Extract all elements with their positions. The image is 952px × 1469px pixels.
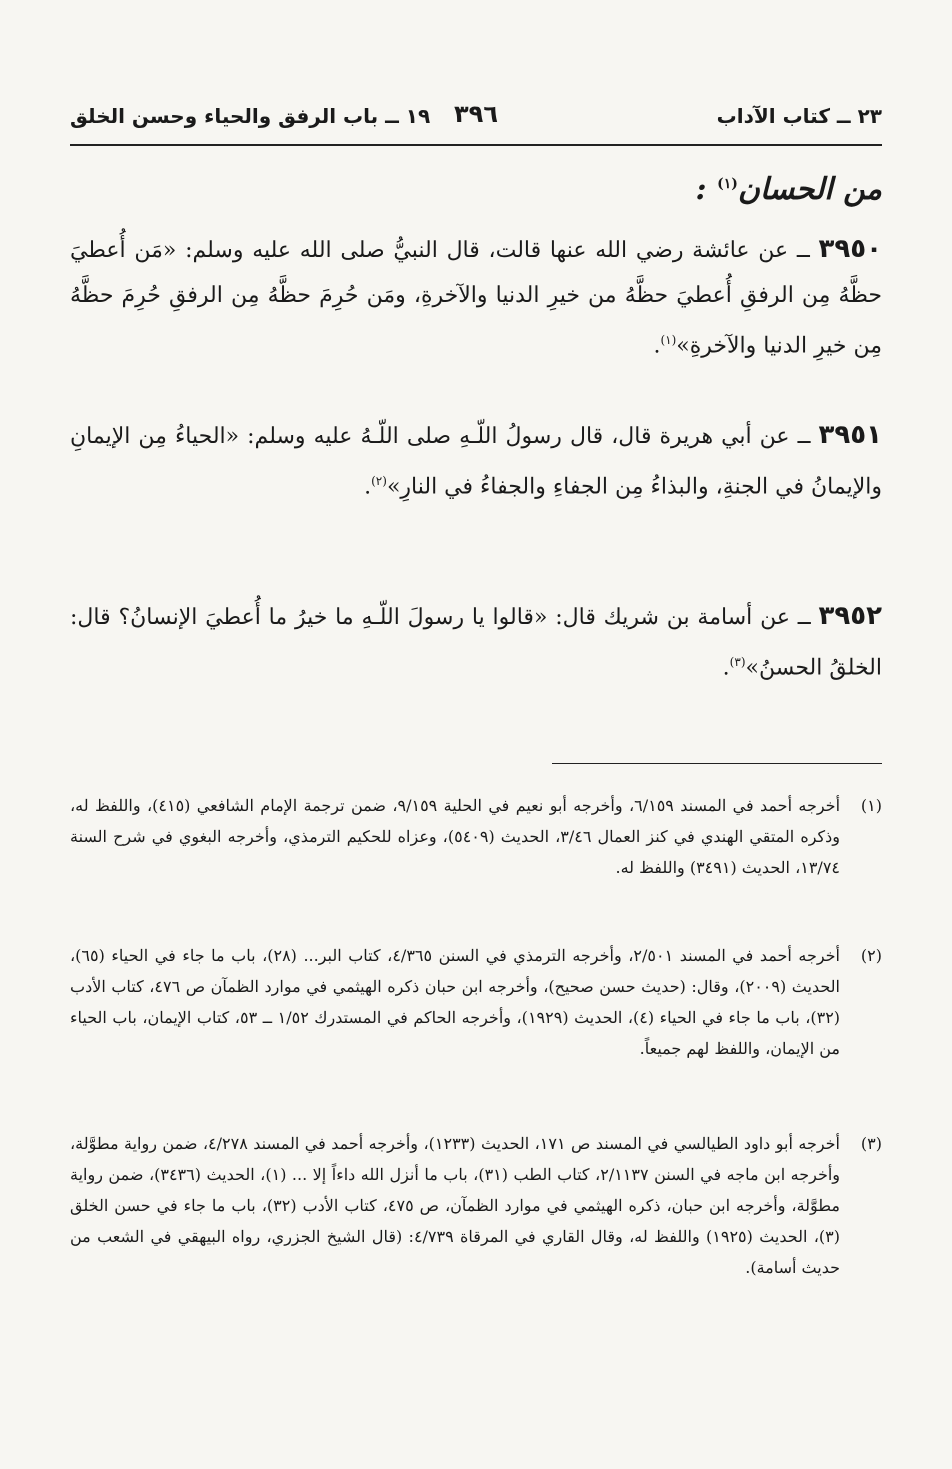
footnote-3 <box>70 1128 882 1283</box>
footnote-ref: (١) <box>660 333 677 347</box>
hadith-number: ٣٩٥٠ <box>818 234 882 264</box>
section-heading <box>696 172 882 207</box>
hadith-text: ــ عن عائشة رضي الله عنها قالت، قال النبيُّ صلى الله عليه وسلم: «مَن أُعطيَ حظَّهُ مِن الرفقِ أُعطيَ حظَّهُ من خيرِ الدنيا والآخرةِ، ومَن حُرِمَ حظَّهُ مِن الرفقِ حُرِمَ حظَّهُ مِن خيرِ الدنيا والآخرةِ» <box>70 238 882 359</box>
hadith-text: ــ عن أبي هريرة قال، قال رسولُ اللّـهِ صلى اللّـهُ عليه وسلم: «الحياءُ مِن الإيمانِ والإيمانُ في الجنةِ، والبذاءُ مِن الجفاءِ والجفاءُ في النارِ» <box>70 424 882 500</box>
hadith-3952 <box>70 594 882 690</box>
footnote-ref: (٢) <box>371 474 387 488</box>
hadith-3951 <box>70 413 882 509</box>
running-header <box>70 98 882 146</box>
footnote-text: أخرجه أحمد في المسند ٦/١٥٩، وأخرجه أبو نعيم في الحلية ٩/١٥٩، ضمن ترجمة الإمام الشافعي (٤١٥)، واللفظ له، وذكره المتقي الهندي في كنز العمال ٣/٤٦، الحديث (٥٤٠٩)، وعزاه للحكيم الترمذي، وأخرجه البغوي في شرح السنة ١٣/٧٤، الحديث (٣٤٩١) واللفظ له. <box>70 796 841 877</box>
footnote-1 <box>70 790 882 883</box>
footnote-label: (٣) <box>860 1134 882 1153</box>
footnote-label: (١) <box>860 796 882 815</box>
hadith-number: ٣٩٥١ <box>818 420 882 450</box>
page-number: ٣٩٦ <box>454 100 498 128</box>
hadith-number: ٣٩٥٢ <box>818 601 882 631</box>
hadith-end: . <box>722 655 730 681</box>
footnote-2 <box>70 940 882 1064</box>
footnote-ref: (٣) <box>729 655 746 669</box>
hadith-end: . <box>653 333 661 359</box>
chapter-title: ٢٣ ــ كتاب الآداب <box>716 104 882 128</box>
footnote-separator <box>552 763 882 764</box>
hadith-text: ــ عن أسامة بن شريك قال: «قالوا يا رسولَ اللّـهِ ما خيرُ ما أُعطيَ الإنسانُ؟ قال: الخلقُ الحسنُ» <box>70 605 882 681</box>
hadith-3950 <box>70 227 882 368</box>
footnote-label: (٢) <box>860 946 882 965</box>
hadith-end: . <box>364 474 372 500</box>
section-heading-marker: (١) <box>717 176 738 192</box>
section-name: ١٩ ــ باب الرفق والحياء وحسن الخلق <box>70 104 431 128</box>
footnote-text: أخرجه أحمد في المسند ٢/٥٠١، وأخرجه الترمذي في السنن ٤/٣٦٥، كتاب البر... (٢٨)، باب ما جاء في الحياء (٦٥)، الحديث (٢٠٠٩)، وقال: (حديث حسن صحيح)، وأخرجه ابن حبان ذكره الهيثمي في موارد الظمآن ص ٤٧٦، كتاب الأدب (٣٢)، باب ما جاء في الحياء (٤)، الحديث (١٩٢٩)، وأخرجه الحاكم في المستدرك ١/٥٢ ــ ٥٣، كتاب الإيمان، باب الحياء من الإيمان، واللفظ لهم جميعاً. <box>70 946 841 1058</box>
section-heading-text: من الحسان <box>737 172 882 207</box>
footnote-text: أخرجه أبو داود الطيالسي في المسند ص ١٧١، الحديث (١٢٣٣)، وأخرجه أحمد في المسند ٤/٢٧٨، ضمن رواية مطوَّلة، وأخرجه ابن ماجه في السنن ٢/١١٣٧، كتاب الطب (٣١)، باب ما أنزل الله داءاً إلا ... (١)، الحديث (٣٤٣٦)، ضمن رواية مطوَّلة، وأخرجه ابن حبان، ذكره الهيثمي في موارد الظمآن، ص ٤٧٥، كتاب الأدب (٣٢)، باب ما جاء في حسن الخلق (٣)، الحديث (١٩٢٥) واللفظ له، وقال القاري في المرقاة ٤/٧٣٩: (قال الشيخ الجزري، رواه البيهقي في الشعب من حديث أسامة). <box>70 1134 841 1277</box>
section-heading-colon: : <box>695 172 707 207</box>
